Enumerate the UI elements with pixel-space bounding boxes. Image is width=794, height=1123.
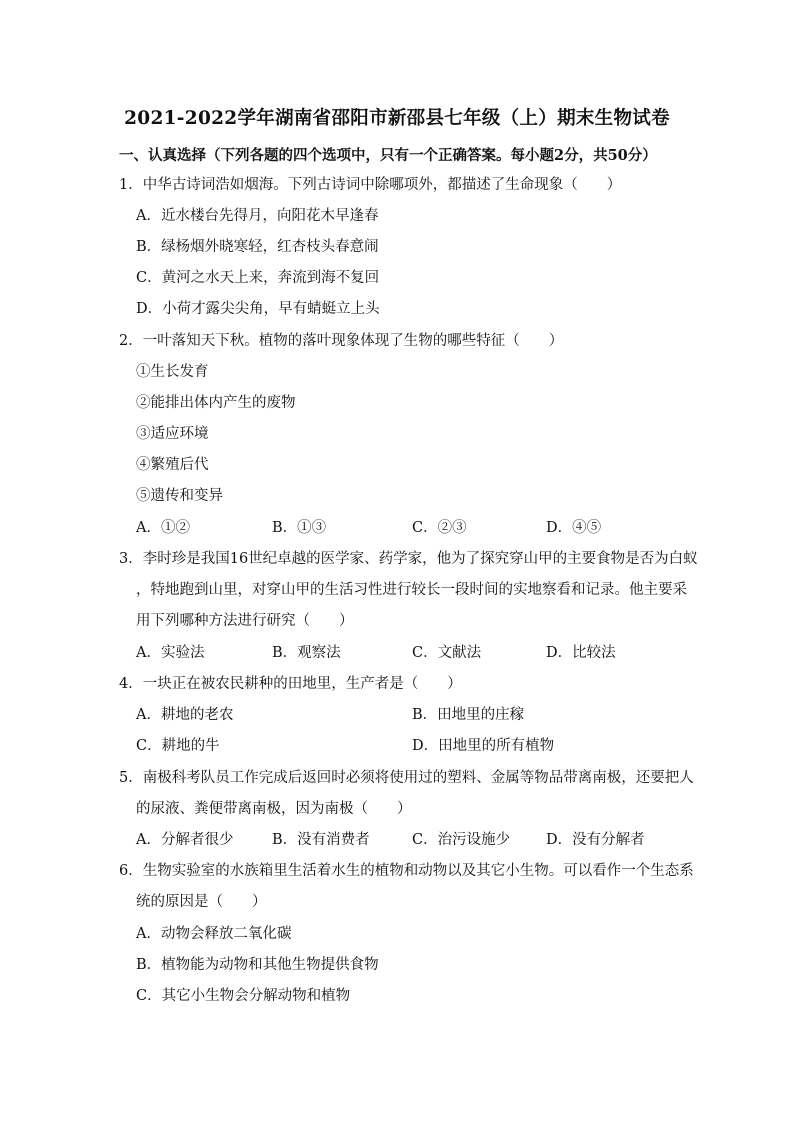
question-1-stem: 1．中华古诗词浩如烟海。下列古诗词中除哪项外，都描述了生命现象（ ） [119,177,622,193]
page-title: 2021-2022学年湖南省邵阳市新邵县七年级（上）期末生物试卷 [124,108,670,129]
question-4-option-b[interactable]: B．田地里的庄稼 [412,707,525,723]
question-2-option-a[interactable]: A．①② [136,520,190,536]
question-2-option-d[interactable]: D．④⑤ [546,520,602,536]
question-5-option-c[interactable]: C．治污设施少 [412,832,511,848]
question-2-option-b[interactable]: B．①③ [272,520,327,536]
question-3-option-d[interactable]: D．比较法 [546,645,616,661]
question-3-option-c[interactable]: C．文献法 [412,645,482,661]
question-5-option-d[interactable]: D．没有分解者 [546,832,645,848]
question-3-stem-line-2: ，特地跑到山里，对穿山甲的生活习性进行较长一段时间的实地察看和记录。他主要采 [136,582,687,598]
question-2-stem: 2．一叶落知天下秋。植物的落叶现象体现了生物的哪些特征（ ） [119,333,564,349]
question-1-option-b[interactable]: B．绿杨烟外晓寒轻，红杏枝头春意闹 [136,239,379,255]
question-5-stem-line-1: 5．南极科考队员工作完成后返回时必须将使用过的塑料、金属等物品带离南极，还要把人 [119,770,694,786]
question-4-option-a[interactable]: A．耕地的老农 [136,707,234,723]
question-6-option-a[interactable]: A．动物会释放二氧化碳 [136,926,292,942]
question-2-item-1: ①生长发育 [136,364,209,380]
question-5-option-b[interactable]: B．没有消费者 [272,832,370,848]
question-6-option-b[interactable]: B．植物能为动物和其他生物提供食物 [136,957,379,973]
question-2-item-4: ④繁殖后代 [136,457,209,473]
question-2-option-c[interactable]: C．②③ [412,520,467,536]
question-4-option-d[interactable]: D．田地里的所有植物 [412,738,555,754]
section-heading: 一、认真选择（下列各题的四个选项中，只有一个正确答案。每小题2分，共50分） [119,147,657,164]
question-3-option-a[interactable]: A．实验法 [136,645,205,661]
question-1-option-d[interactable]: D．小荷才露尖尖角，早有蜻蜓立上头 [136,301,380,317]
question-5-stem-line-2: 的尿液、粪便带离南极，因为南极（ ） [136,801,412,817]
question-5-option-a[interactable]: A．分解者很少 [136,832,234,848]
question-4-option-c[interactable]: C．耕地的牛 [136,738,220,754]
question-2-item-3: ③适应环境 [136,426,209,442]
question-6-stem-line-1: 6．生物实验室的水族箱里生活着水生的植物和动物以及其它小生物。可以看作一个生态系 [119,863,694,879]
question-3-stem-line-3: 用下列哪种方法进行研究（ ） [136,613,354,629]
question-6-stem-line-2: 统的原因是（ ） [136,894,267,910]
question-1-option-c[interactable]: C．黄河之水天上来，奔流到海不复回 [136,270,380,286]
question-1-option-a[interactable]: A．近水楼台先得月，向阳花木早逢春 [136,208,379,224]
question-3-stem-line-1: 3．李时珍是我国16世纪卓越的医学家、药学家，他为了探究穿山甲的主要食物是否为白蚁 [119,551,698,567]
question-3-option-b[interactable]: B．观察法 [272,645,341,661]
question-2-item-5: ⑤遗传和变异 [136,488,223,504]
question-4-stem: 4．一块正在被农民耕种的田地里，生产者是（ ） [119,676,462,692]
question-2-item-2: ②能排出体内产生的废物 [136,395,296,411]
question-6-option-c[interactable]: C．其它小生物会分解动物和植物 [136,988,351,1004]
